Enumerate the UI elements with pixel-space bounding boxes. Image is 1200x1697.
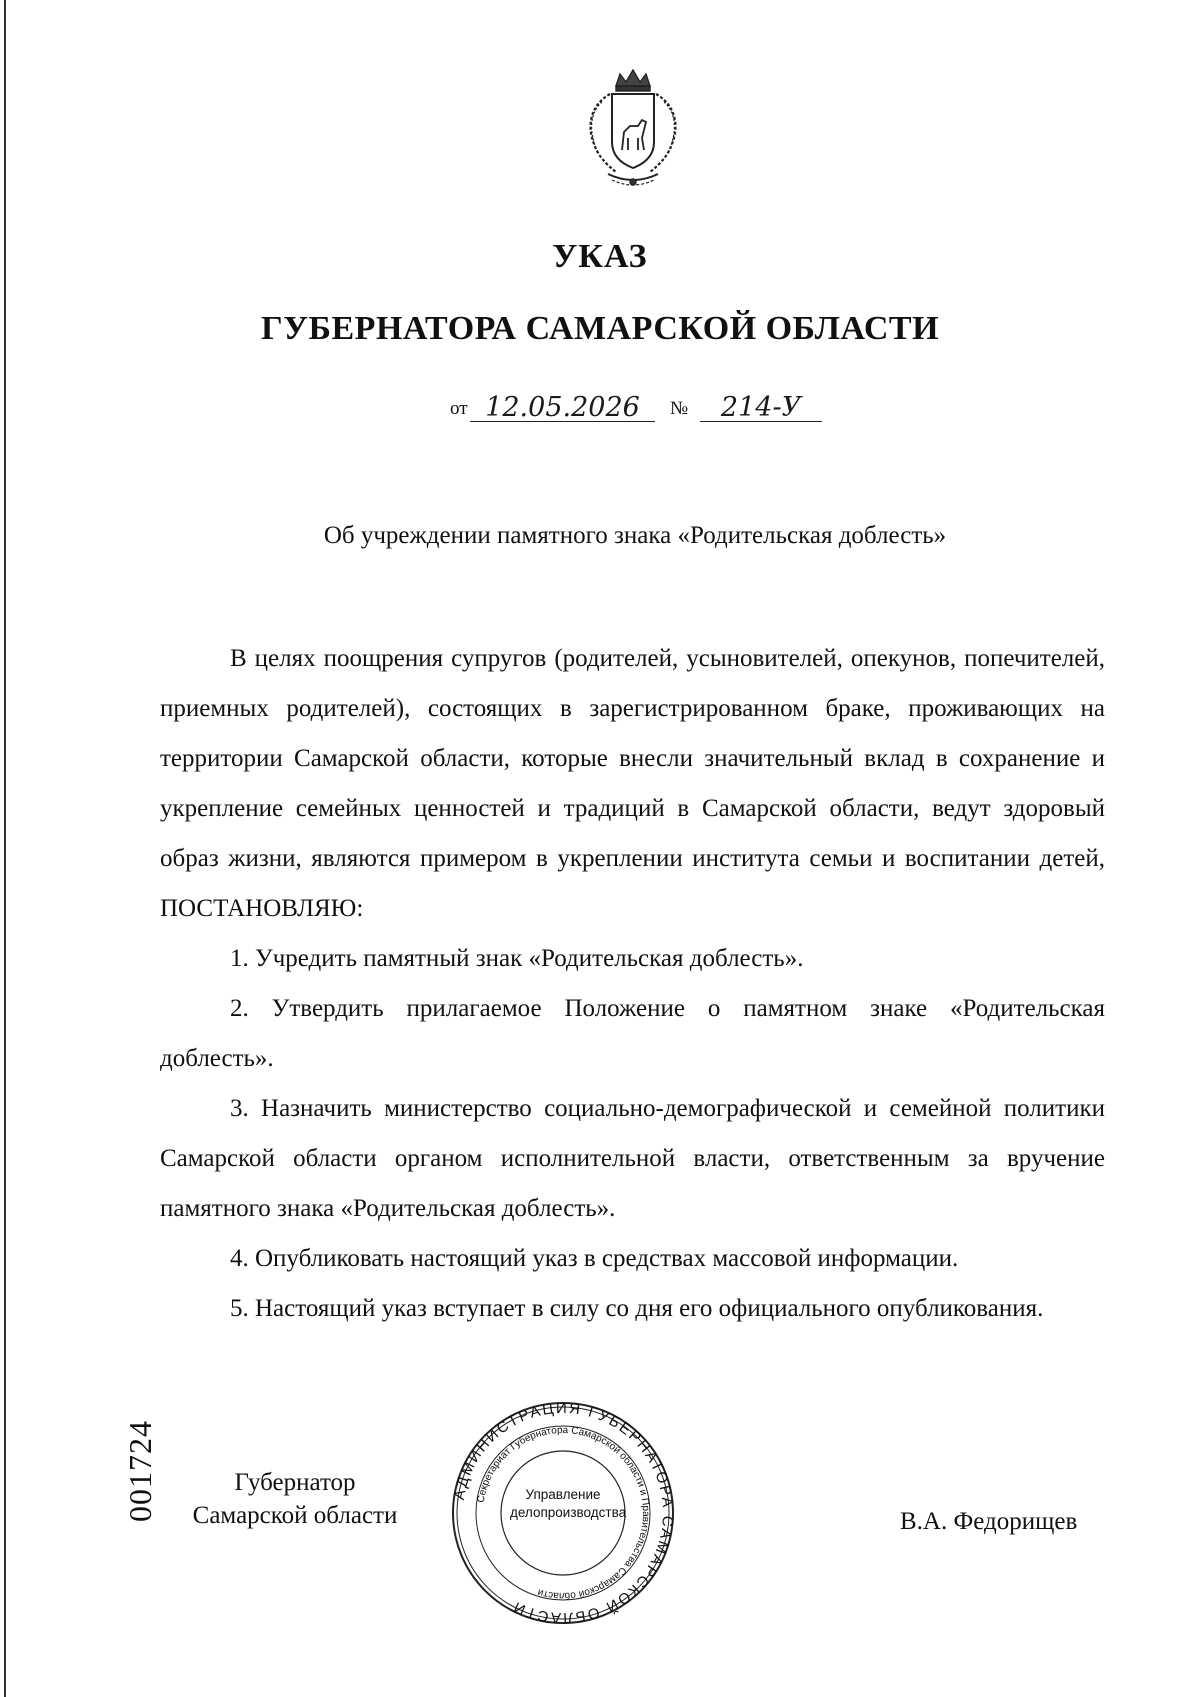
date-number-line [450, 392, 830, 428]
document-title: УКАЗ [552, 238, 648, 275]
preamble-paragraph: В целях поощрения супругов (родителей, усыновителей, опекунов, попечителей, приемных родителей), состоящих в зарегистрированном браке, проживающих на территории Самарской области, которые внесли значительный вклад в сохранение и укрепление семейных ценностей и традиций в Самарской области, ведут здоровый образ жизни, являются примером в укреплении института семьи и воспитании детей, ПОСТАНОВЛЯЮ: [160, 645, 1105, 922]
samara-coat-of-arms-icon [572, 64, 694, 194]
document-subject: Об учреждении памятного знака «Родительская доблесть» [323, 522, 947, 549]
item-paragraph-4: 4. Опубликовать настоящий указ в средствах массовой информации. [230, 1245, 959, 1272]
registration-number: 001724 [122, 1420, 158, 1522]
date-prefix: от [450, 398, 468, 419]
item-paragraph-1: 1. Учредить памятный знак «Родительская доблесть». [230, 945, 804, 972]
signatory-position-line2: Самарской области [192, 1502, 398, 1529]
stamp-outer-text: АДМИНИСТРАЦИЯ ГУБЕРНАТОРА САМАРСКОЙ ОБЛАСТИ [450, 1400, 676, 1626]
number-prefix: № [670, 398, 689, 419]
date-field: 12.05.2026 [470, 394, 655, 422]
item-paragraph-5: 5. Настоящий указ вступает в силу со дня его официального опубликования. [230, 1295, 1044, 1322]
item-paragraph-3: 3. Назначить министерство социально-демографической и семейной политики Самарской области органом исполнительной власти, ответственным за вручение памятного знака «Родительская доблесть». [160, 1095, 1105, 1222]
document-body [160, 634, 1105, 1334]
stamp-center-text [510, 1486, 627, 1522]
item-paragraph-2: 2. Утвердить прилагаемое Положение о памятном знаке «Родительская доблесть». [160, 995, 1105, 1072]
number-field: 214-У [700, 394, 822, 422]
stamp-center-line1: Управление [525, 1487, 601, 1502]
signatory-position [170, 1466, 420, 1532]
signatory-name: В.А. Федорищев [900, 1508, 1078, 1535]
stamp-center-line2: делопроизводства [510, 1505, 627, 1520]
signatory-position-line1: Губернатор [234, 1469, 356, 1496]
stamp-ring-text: Секретариат Губернатора Самарской области и Правительства Самарской области [475, 1424, 652, 1602]
document-issuer: ГУБЕРНАТОРА САМАРСКОЙ ОБЛАСТИ [260, 310, 940, 347]
